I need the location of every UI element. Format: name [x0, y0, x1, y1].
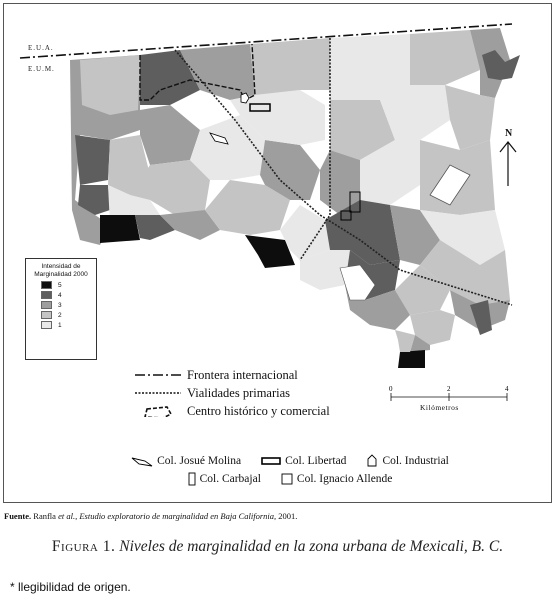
- zone: [410, 30, 480, 85]
- legend-level-label: 2: [58, 311, 62, 319]
- legend-title-line1: Intensidad de: [41, 263, 81, 270]
- scale-tick-2: 2: [447, 385, 451, 393]
- col-ignacio-allende-label: Col. Ignacio Allende: [296, 473, 393, 485]
- zone: [80, 55, 140, 115]
- legend-title-line2: Marginalidad 2000: [34, 271, 88, 278]
- col-ignacio-allende-icon: [281, 473, 293, 485]
- legibility-note: * llegibilidad de origen.: [10, 580, 131, 594]
- legend-level-label: 4: [58, 291, 62, 299]
- legend-vialidades-label: Vialidades primarias: [187, 385, 291, 400]
- legend-rows: [29, 281, 93, 329]
- caption-label: Figura 1.: [51, 538, 116, 555]
- legend-swatch: [41, 291, 52, 299]
- legend-centro-label: Centro histórico y comercial: [187, 403, 330, 418]
- col-carbajal-icon: [188, 472, 196, 486]
- col-ignacio-allende: [281, 473, 393, 485]
- legend-centro-row: [135, 402, 330, 420]
- colonias-row-2: [100, 470, 480, 488]
- legend-level-label: 3: [58, 301, 62, 309]
- caption-title: Niveles de marginalidad en la zona urbana de Mexicali, B. C.: [115, 538, 504, 555]
- scale-tick-0: 0: [389, 385, 393, 393]
- source-note: [4, 511, 297, 521]
- legend-level-row: [41, 291, 93, 299]
- north-label: N: [505, 128, 513, 139]
- legend-vialidades-row: [135, 384, 330, 402]
- legend-level-label: 5: [58, 281, 62, 289]
- legend-level-row: [41, 311, 93, 319]
- legend-frontera-label: Frontera internacional: [187, 367, 298, 382]
- map-zones: [70, 28, 520, 368]
- border-bottom-label: E.U.M.: [28, 65, 55, 73]
- legend-frontera-row: [135, 366, 330, 384]
- source-authors: Ranfla: [33, 511, 59, 521]
- source-etal: et al.,: [58, 511, 78, 521]
- zone: [330, 34, 410, 100]
- col-josue-molina: [131, 455, 241, 467]
- col-carbajal-label: Col. Carbajal: [199, 473, 261, 485]
- legend-level-label: 1: [58, 321, 62, 329]
- scale-unit: Kilómetros: [420, 403, 459, 412]
- col-industrial: [366, 454, 448, 468]
- legend-swatch: [41, 281, 52, 289]
- zone: [100, 215, 140, 243]
- zone: [75, 135, 110, 185]
- scale-tick-4: 4: [505, 385, 509, 393]
- col-josue-molina-icon: [131, 455, 153, 467]
- col-libertad-icon: [261, 456, 281, 466]
- dash-dot-line-icon: [135, 369, 181, 381]
- marginality-legend: [25, 258, 97, 360]
- dotted-line-icon: [135, 387, 181, 399]
- col-libertad: [261, 455, 346, 467]
- col-industrial-label: Col. Industrial: [382, 455, 449, 467]
- source-title: Estudio exploratorio de marginalidad en Baja California,: [77, 511, 277, 521]
- legend-swatch: [41, 301, 52, 309]
- col-industrial-icon: [366, 454, 378, 468]
- colonias-row-1: [100, 452, 480, 470]
- colonias-legend: [100, 452, 480, 488]
- zone: [140, 105, 200, 165]
- col-carbajal: [188, 472, 261, 486]
- zone: [398, 350, 425, 368]
- legend-level-row: [41, 281, 93, 289]
- source-label: Fuente.: [4, 511, 32, 521]
- figure-caption: [0, 538, 555, 556]
- legend-swatch: [41, 311, 52, 319]
- col-libertad-label: Col. Libertad: [285, 455, 347, 467]
- col-josue-molina-label: Col. Josué Molina: [157, 455, 242, 467]
- line-legend: [135, 366, 330, 420]
- source-year: 2001.: [276, 511, 298, 521]
- dashed-outline-icon: [135, 405, 181, 417]
- legend-swatch: [41, 321, 52, 329]
- legend-level-row: [41, 301, 93, 309]
- border-top-label: E.U.A.: [28, 44, 54, 52]
- legend-level-row: [41, 321, 93, 329]
- zone: [250, 38, 330, 95]
